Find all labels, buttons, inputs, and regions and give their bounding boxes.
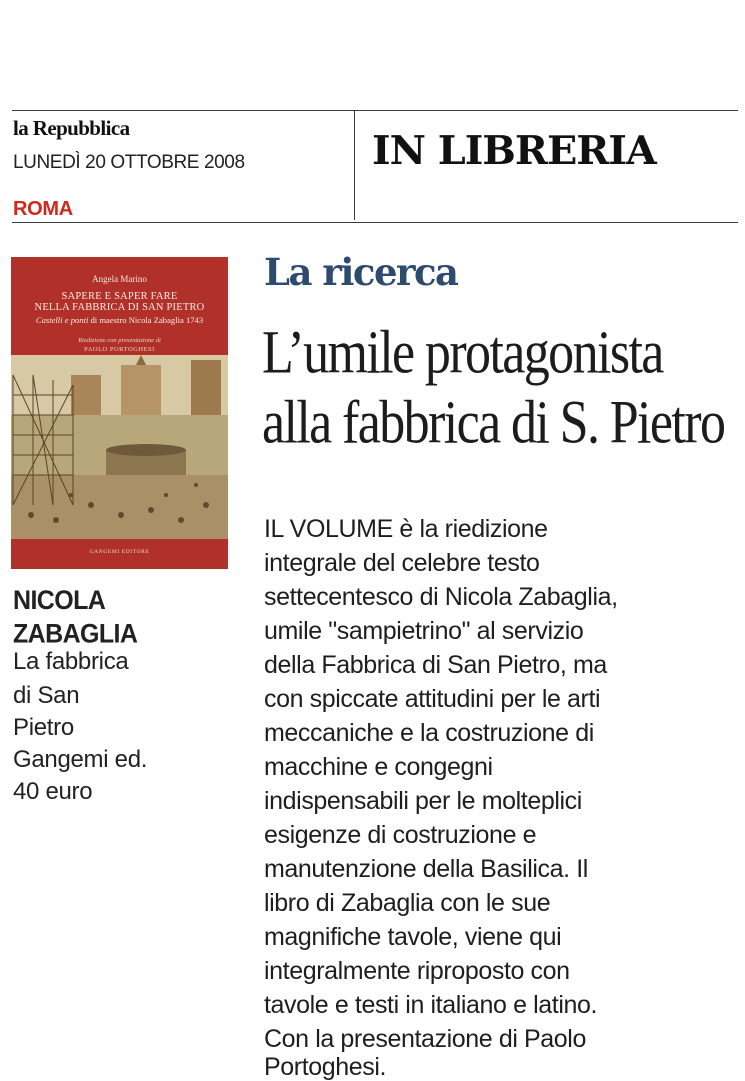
header-bottom-rule: [12, 222, 738, 223]
cover-publisher: GANGEMI EDITORE: [89, 549, 150, 555]
book-info-line: La fabbrica: [13, 648, 129, 675]
body-line: integralmente riproposto con: [264, 957, 570, 985]
book-info-line: Pietro: [13, 714, 74, 741]
book-author-line: NICOLA: [13, 585, 106, 616]
body-line: IL VOLUME è la riedizione: [264, 515, 548, 543]
cover-title-line: NELLA FABBRICA DI SAN PIETRO: [34, 302, 205, 313]
header-divider: [354, 110, 355, 220]
body-line: manutenzione della Basilica. Il: [264, 855, 588, 883]
cover-engraving-illustration: [11, 355, 228, 539]
body-line: umile "sampietrino" al servizio: [264, 617, 584, 645]
cover-subtitle-italic: Castelli e ponti: [35, 315, 89, 325]
body-line: meccaniche e la costruzione di: [264, 719, 594, 747]
article-kicker: La ricerca: [264, 250, 458, 294]
cover-author: Angela Marino: [92, 274, 147, 284]
cover-editor: PAOLO PORTOGHESI: [84, 346, 155, 353]
cover-subtitle: [11, 315, 228, 325]
article-headline-line: alla fabbrica di S. Pietro: [262, 389, 725, 457]
body-line: Con la presentazione di Paolo: [264, 1025, 586, 1053]
top-rule: [12, 110, 738, 111]
body-line: Portoghesi.: [264, 1053, 387, 1081]
body-line: esigenze di costruzione e: [264, 821, 537, 849]
book-info-line: di San: [13, 682, 80, 709]
book-info-price: 40 euro: [13, 778, 93, 805]
book-cover-image: [11, 257, 228, 569]
edition-city: ROMA: [13, 198, 73, 220]
body-line: magnifiche tavole, viene qui: [264, 923, 562, 951]
publication-date: LUNEDÌ 20 OTTOBRE 2008: [13, 152, 245, 173]
body-line: della Fabbrica di San Pietro, ma: [264, 651, 607, 679]
cover-title: [11, 291, 228, 313]
cover-edition-note: Riedizione con presentazione di: [78, 337, 161, 344]
body-line: libro di Zabaglia con le sue: [264, 889, 551, 917]
body-line: con spiccate attitudini per le arti: [264, 685, 601, 713]
newspaper-masthead: la Repubblica: [13, 116, 130, 140]
article-headline-line: L’umile protagonista: [262, 319, 663, 387]
body-line: macchine e congegni: [264, 753, 493, 781]
book-info-line: Gangemi ed.: [13, 746, 148, 773]
book-author: [13, 584, 213, 651]
body-line: integrale del celebre testo: [264, 549, 540, 577]
body-line: indispensabili per le molteplici: [264, 787, 582, 815]
body-line: tavole e testi in italiano e latino.: [264, 991, 598, 1019]
section-title: IN LIBRERIA: [372, 128, 656, 174]
body-line: settecentesco di Nicola Zabaglia,: [264, 583, 618, 611]
cover-title-line: SAPERE E SAPER FARE: [61, 291, 178, 302]
book-author-line: ZABAGLIA: [13, 618, 138, 649]
cover-subtitle-rest: di maestro Nicola Zabaglia 1743: [88, 315, 204, 325]
